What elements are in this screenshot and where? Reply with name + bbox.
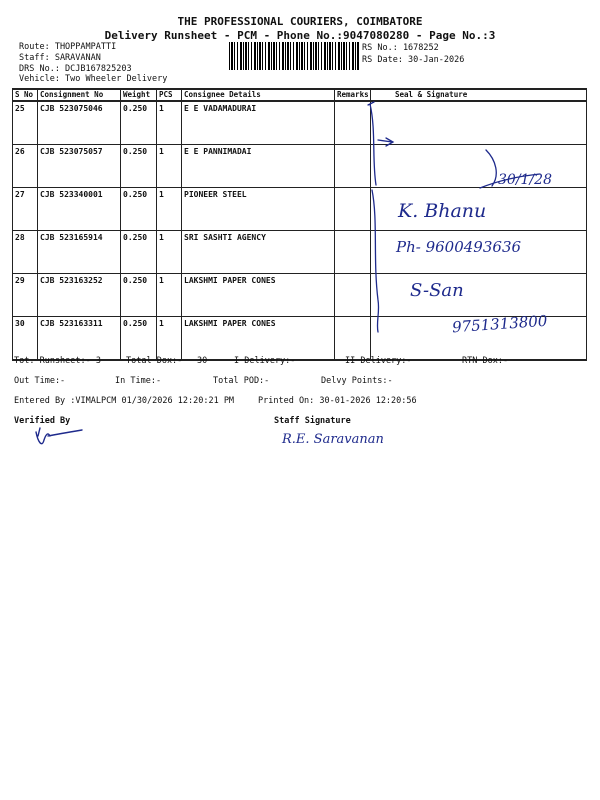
cell-consignee: LAKSHMI PAPER CONES: [182, 274, 335, 317]
drs-number: DRS No.: DCJB167825203: [19, 64, 132, 74]
cell-consignment: CJB 523163252: [38, 274, 121, 317]
printed-on: Printed On: 30-01-2026 12:20:56: [258, 396, 417, 406]
rtn-dox: RTN Dox:-: [462, 356, 509, 366]
staff-label: Staff: SARAVANAN: [19, 53, 101, 63]
cell-consignee: PIONEER STEEL: [182, 188, 335, 231]
cell-pcs: 1: [157, 101, 182, 145]
handwritten-signature-row29: S-San: [410, 280, 464, 301]
handwritten-date: 30/1/28: [498, 172, 552, 188]
verified-by-label: Verified By: [14, 416, 71, 426]
cell-weight: 0.250: [121, 274, 157, 317]
verifier-signature-mark: [28, 422, 88, 452]
runsheet-subtitle: Delivery Runsheet - PCM - Phone No.:9047080280 - Page No.:3: [104, 29, 496, 42]
entered-by: Entered By :VIMALPCM 01/30/2026 12:20:21 PM: [14, 396, 235, 406]
cell-consignment: CJB 523075046: [38, 101, 121, 145]
rs-date: RS Date: 30-Jan-2026: [362, 55, 465, 65]
staff-signature-label: Staff Signature: [274, 416, 351, 426]
handwritten-signature-row27: K. Bhanu: [398, 200, 487, 222]
cell-pcs: 1: [157, 188, 182, 231]
cell-sno: 26: [13, 145, 38, 188]
ii-delivery: II Delivery:-: [345, 356, 412, 366]
col-pcs: PCS: [157, 89, 182, 101]
total-dox-label: Total Dox:-: [126, 356, 183, 366]
delvy-points: Delvy Points:-: [321, 376, 393, 386]
cell-weight: 0.250: [121, 145, 157, 188]
cell-consignment: CJB 523163311: [38, 317, 121, 361]
col-weight: Weight: [121, 89, 157, 101]
total-pod: Total POD:-: [213, 376, 270, 386]
cell-consignment: CJB 523075057: [38, 145, 121, 188]
cell-sno: 29: [13, 274, 38, 317]
cell-pcs: 1: [157, 317, 182, 361]
tot-runsheet: Tot. Runsheet:- 3: [14, 356, 101, 366]
cell-sno: 30: [13, 317, 38, 361]
route-label: Route: THOPPAMPATTI: [19, 42, 117, 52]
cell-consignee: SRI SASHTI AGENCY: [182, 231, 335, 274]
cell-consignee: E E PANNIMADAI: [182, 145, 335, 188]
cell-consignment: CJB 523165914: [38, 231, 121, 274]
out-time: Out Time:-: [14, 376, 66, 386]
vehicle-label: Vehicle: Two Wheeler Delivery: [19, 74, 168, 84]
rs-number: RS No.: 1678252: [362, 43, 439, 53]
col-remarks: Remarks: [335, 89, 371, 101]
i-delivery: I Delivery:-: [234, 356, 296, 366]
cell-pcs: 1: [157, 274, 182, 317]
cell-sno: 27: [13, 188, 38, 231]
col-consignment: Consignment No: [38, 89, 121, 101]
cell-consignment: CJB 523340001: [38, 188, 121, 231]
cell-pcs: 1: [157, 145, 182, 188]
cell-weight: 0.250: [121, 188, 157, 231]
cell-weight: 0.250: [121, 101, 157, 145]
staff-handwritten-signature: R.E. Saravanan: [282, 432, 384, 447]
col-seal-signature: Seal & Signature: [371, 89, 587, 101]
cell-consignee: LAKSHMI PAPER CONES: [182, 317, 335, 361]
cell-pcs: 1: [157, 231, 182, 274]
company-title: THE PROFESSIONAL COURIERS, COIMBATORE: [177, 15, 423, 28]
handwritten-phone-row28: Ph- 9600493636: [396, 238, 522, 256]
handwritten-phone-row30: 9751313800: [451, 311, 548, 337]
cell-weight: 0.250: [121, 317, 157, 361]
in-time: In Time:-: [115, 376, 162, 386]
cell-sno: 25: [13, 101, 38, 145]
cell-sno: 28: [13, 231, 38, 274]
cell-consignee: E E VADAMADURAI: [182, 101, 335, 145]
total-dox-value: 30: [197, 356, 208, 366]
cell-weight: 0.250: [121, 231, 157, 274]
col-consignee: Consignee Details: [182, 89, 335, 101]
col-sno: S No: [13, 89, 38, 101]
